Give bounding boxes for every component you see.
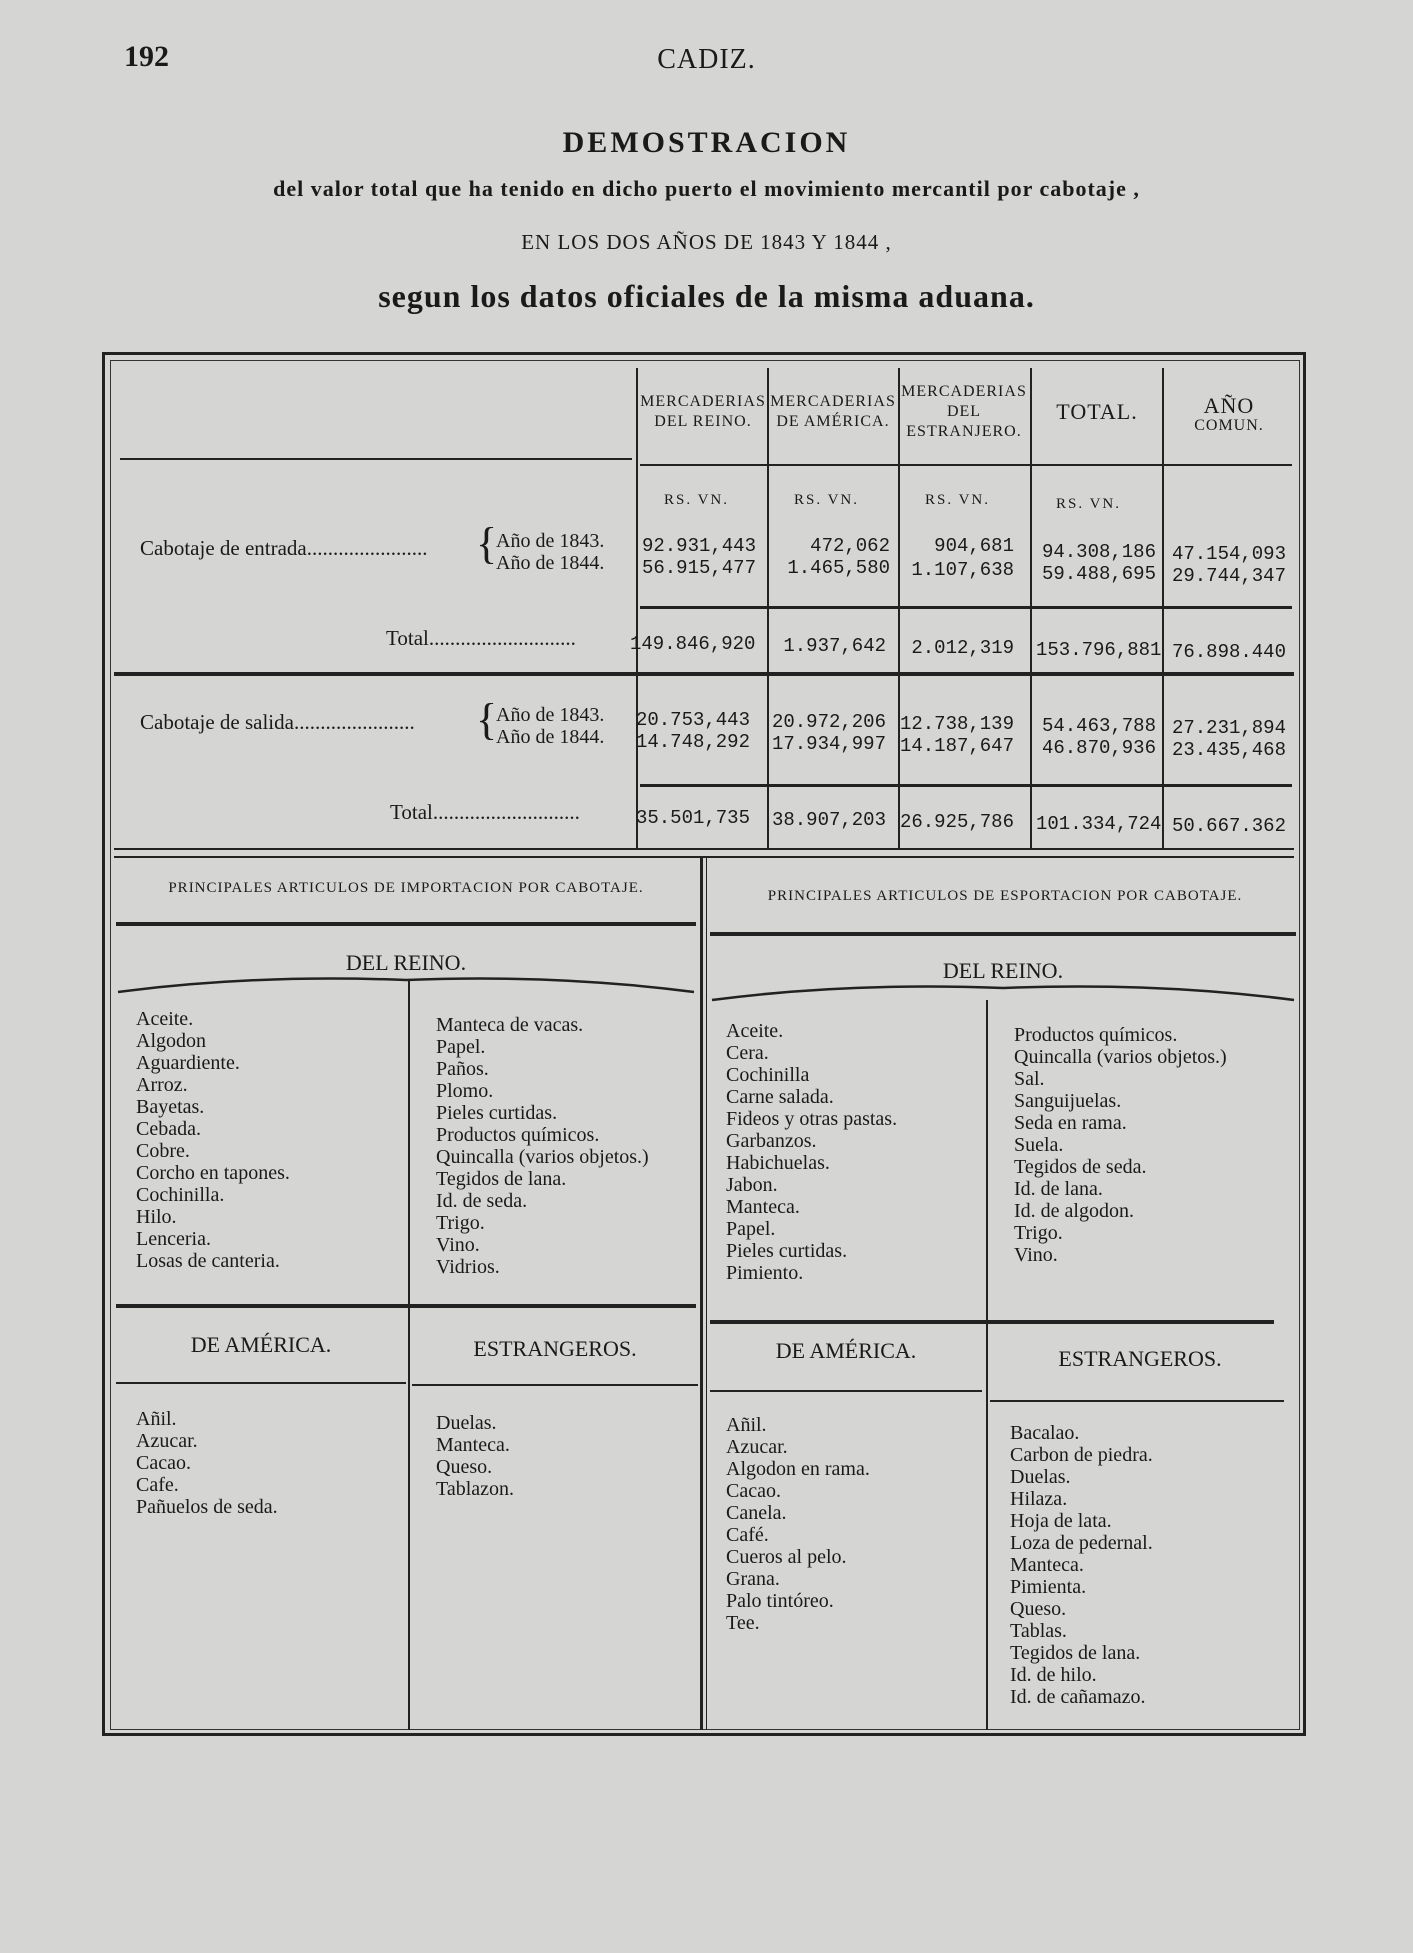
source-line: segun los datos oficiales de la misma aduana. [378, 278, 1035, 314]
list-item: Arroz. [136, 1074, 188, 1096]
rule [412, 1384, 698, 1386]
col-header-america: MERCADERIAS DE AMÉRICA. [770, 393, 896, 430]
list-item: Vidrios. [436, 1256, 500, 1278]
total-cell: 2.012,319 [911, 637, 1014, 659]
list-item: Paños. [436, 1058, 489, 1080]
years-line: EN LOS DOS AÑOS DE 1843 Y 1844 , [521, 230, 892, 254]
list-item: Queso. [436, 1456, 493, 1478]
value-cell: 92.931,443 [641, 535, 756, 557]
list-item: Hilaza. [1010, 1488, 1068, 1510]
value-cell: 23.435,468 [1171, 739, 1286, 761]
list-item: Manteca. [726, 1196, 800, 1218]
col-header-total: TOTAL. [1056, 399, 1138, 424]
list-item: Aceite. [726, 1020, 784, 1042]
year-label: Año de 1844. [496, 726, 605, 748]
rule [710, 1390, 982, 1392]
list-item: Loza de pedernal. [1010, 1532, 1153, 1554]
value-cell: 14.187,647 [899, 735, 1014, 757]
list-item: Sal. [1014, 1068, 1045, 1090]
list-item: Canela. [726, 1502, 787, 1524]
import-reino-list-2 [436, 1014, 649, 1278]
col-header-reino: MERCADERIAS DEL REINO. [640, 393, 766, 430]
total-label: Total............................ [386, 626, 576, 650]
list-item: Sanguijuelas. [1014, 1090, 1122, 1112]
col-rule [636, 368, 638, 848]
rule [116, 922, 696, 926]
list-item: Aceite. [136, 1008, 194, 1030]
unit-label: RS. VN. [925, 492, 990, 508]
value-cell: 59.488,695 [1041, 563, 1156, 585]
value-cell: 47.154,093 [1171, 543, 1286, 565]
list-item: Jabon. [726, 1174, 778, 1196]
export-america-list [726, 1414, 870, 1634]
value-cell: 94.308,186 [1041, 541, 1156, 563]
brace: { [476, 519, 498, 568]
value-cell: 904,681 [934, 535, 1014, 557]
rule [114, 856, 1294, 858]
col-rule [408, 980, 410, 1730]
ornamental-brace [116, 972, 696, 996]
list-item: Cochinilla [726, 1064, 810, 1086]
list-item: Algodon [136, 1030, 206, 1052]
list-item: Manteca. [436, 1434, 510, 1456]
value-cell: 12.738,139 [899, 713, 1014, 735]
document-subtitle: del valor total que ha tenido en dicho puerto el movimiento mercantil por cabotaje , [273, 176, 1140, 201]
list-item: Cueros al pelo. [726, 1546, 847, 1568]
list-item: Seda en rama. [1014, 1112, 1127, 1134]
value-cell: 14.748,292 [635, 731, 750, 753]
ornamental-brace [710, 980, 1296, 1004]
list-item: Tegidos de lana. [1010, 1642, 1141, 1664]
list-item: Productos químicos. [1014, 1024, 1178, 1046]
list-item: Cochinilla. [136, 1184, 225, 1206]
list-item: Tegidos de seda. [1014, 1156, 1147, 1178]
rule [120, 458, 632, 460]
col-rule [986, 1000, 988, 1730]
year-label: Año de 1843. [496, 530, 605, 552]
list-item: Garbanzos. [726, 1130, 817, 1152]
list-item: Duelas. [436, 1412, 497, 1434]
list-item: Queso. [1010, 1598, 1067, 1620]
col-header-estranjero: MERCADERIAS DEL ESTRANJERO. [901, 383, 1027, 440]
running-head: CADIZ. [657, 44, 756, 75]
list-item: Quincalla (varios objetos.) [1014, 1046, 1227, 1068]
value-cell: 1.107,638 [911, 559, 1014, 581]
unit-label: RS. VN. [1056, 496, 1121, 512]
list-item: Hilo. [136, 1206, 177, 1228]
list-item: Añil. [726, 1414, 767, 1436]
brace: { [476, 695, 498, 744]
import-reino-list-1 [136, 1008, 290, 1272]
list-item: Id. de seda. [436, 1190, 528, 1212]
total-cell: 50.667.362 [1171, 815, 1286, 837]
export-reino-list-2 [1014, 1024, 1227, 1266]
total-cell: 26.925,786 [899, 811, 1014, 833]
list-item: Manteca. [1010, 1554, 1084, 1576]
total-cell: 38.907,203 [771, 809, 886, 831]
list-item: Cobre. [136, 1140, 190, 1162]
year-label: Año de 1843. [496, 704, 605, 726]
list-item: Habichuelas. [726, 1152, 830, 1174]
list-item: Cacao. [726, 1480, 781, 1502]
rule [116, 1304, 696, 1308]
list-item: Azucar. [726, 1436, 788, 1458]
list-item: Añil. [136, 1408, 177, 1430]
list-item: Productos químicos. [436, 1124, 600, 1146]
export-estrangeros-list [1010, 1422, 1153, 1708]
value-cell: 29.744,347 [1171, 565, 1286, 587]
list-item: Pieles curtidas. [726, 1240, 848, 1262]
section-divider [700, 858, 703, 1730]
list-item: Hoja de lata. [1010, 1510, 1112, 1532]
exportacion-heading: PRINCIPALES ARTICULOS DE ESPORTACION POR CABOTAJE. [767, 888, 1243, 904]
value-cell: 17.934,997 [771, 733, 886, 755]
unit-label: RS. VN. [794, 492, 859, 508]
value-cell: 56.915,477 [641, 557, 756, 579]
import-reino-heading: DEL REINO. [345, 950, 467, 975]
unit-label: RS. VN. [664, 492, 729, 508]
list-item: Id. de lana. [1014, 1178, 1103, 1200]
list-item: Cacao. [136, 1452, 191, 1474]
list-item: Trigo. [1014, 1222, 1063, 1244]
value-cell: 20.972,206 [771, 711, 886, 733]
page-number: 192 [124, 40, 169, 73]
rule [116, 1382, 406, 1384]
list-item: Cebada. [136, 1118, 201, 1140]
rule [710, 1320, 1274, 1324]
value-cell: 20.753,443 [635, 709, 750, 731]
total-cell: 76.898.440 [1171, 641, 1286, 663]
list-item: Grana. [726, 1568, 780, 1590]
row-label-salida: Cabotaje de salida....................... [140, 710, 415, 734]
rule [640, 784, 1292, 787]
list-item: Vino. [1014, 1244, 1058, 1266]
list-item: Aguardiente. [136, 1052, 240, 1074]
list-item: Cera. [726, 1042, 769, 1064]
importacion-heading: PRINCIPALES ARTICULOS DE IMPORTACION POR CABOTAJE. [168, 880, 644, 896]
list-item: Papel. [726, 1218, 776, 1240]
list-item: Lenceria. [136, 1228, 211, 1250]
list-item: Vino. [436, 1234, 480, 1256]
export-estrangeros-heading: ESTRANGEROS. [1058, 1346, 1222, 1371]
export-america-heading: DE AMÉRICA. [775, 1338, 917, 1363]
rule [114, 848, 1294, 850]
col-header-ano-comun: AÑO COMUN. [1194, 393, 1264, 434]
list-item: Plomo. [436, 1080, 494, 1102]
list-item: Bayetas. [136, 1096, 205, 1118]
export-reino-heading: DEL REINO. [942, 958, 1064, 983]
list-item: Quincalla (varios objetos.) [436, 1146, 649, 1168]
list-item: Tegidos de lana. [436, 1168, 567, 1190]
rule [640, 464, 1292, 466]
list-item: Palo tintóreo. [726, 1590, 834, 1612]
list-item: Carbon de piedra. [1010, 1444, 1153, 1466]
total-cell: 1.937,642 [783, 635, 886, 657]
value-cell: 54.463,788 [1041, 715, 1156, 737]
year-label: Año de 1844. [496, 552, 605, 574]
list-item: Tee. [726, 1612, 760, 1634]
list-item: Papel. [436, 1036, 486, 1058]
value-cell: 46.870,936 [1041, 737, 1156, 759]
list-item: Algodon en rama. [726, 1458, 870, 1480]
list-item: Pieles curtidas. [436, 1102, 558, 1124]
list-item: Manteca de vacas. [436, 1014, 584, 1036]
rule [640, 606, 1292, 609]
list-item: Duelas. [1010, 1466, 1071, 1488]
list-item: Carne salada. [726, 1086, 834, 1108]
list-item: Fideos y otras pastas. [726, 1108, 898, 1130]
list-item: Pañuelos de seda. [136, 1496, 278, 1518]
list-item: Id. de cañamazo. [1010, 1686, 1146, 1708]
value-cell: 27.231,894 [1171, 717, 1286, 739]
list-item: Tablas. [1010, 1620, 1067, 1642]
list-item: Bacalao. [1010, 1422, 1080, 1444]
list-item: Cafe. [136, 1474, 179, 1496]
list-item: Tablazon. [436, 1478, 515, 1500]
list-item: Pimiento. [726, 1262, 804, 1284]
list-item: Pimienta. [1010, 1576, 1087, 1598]
rule [990, 1400, 1284, 1402]
row-label-entrada: Cabotaje de entrada....................... [140, 536, 428, 560]
list-item: Id. de algodon. [1014, 1200, 1134, 1222]
list-item: Suela. [1014, 1134, 1064, 1156]
list-item: Corcho en tapones. [136, 1162, 290, 1184]
rule [114, 672, 1294, 676]
total-label: Total............................ [390, 800, 580, 824]
section-divider [706, 858, 707, 1730]
total-cell: 35.501,735 [635, 807, 750, 829]
list-item: Trigo. [436, 1212, 485, 1234]
import-estrangeros-heading: ESTRANGEROS. [473, 1336, 637, 1361]
export-reino-list-1 [726, 1020, 897, 1284]
rule [710, 932, 1296, 936]
list-item: Azucar. [136, 1430, 198, 1452]
value-cell: 472,062 [810, 535, 890, 557]
import-america-list [136, 1408, 278, 1518]
list-item: Id. de hilo. [1010, 1664, 1097, 1686]
total-cell: 101.334,724 [1036, 813, 1162, 835]
total-cell: 153.796,881 [1036, 639, 1162, 661]
total-cell: 149.846,920 [630, 633, 756, 655]
list-item: Café. [726, 1524, 769, 1546]
document-title: DEMOSTRACION [562, 126, 851, 159]
import-america-heading: DE AMÉRICA. [190, 1332, 332, 1357]
import-estrangeros-list [436, 1412, 514, 1500]
value-cell: 1.465,580 [787, 557, 890, 579]
list-item: Losas de canteria. [136, 1250, 280, 1272]
